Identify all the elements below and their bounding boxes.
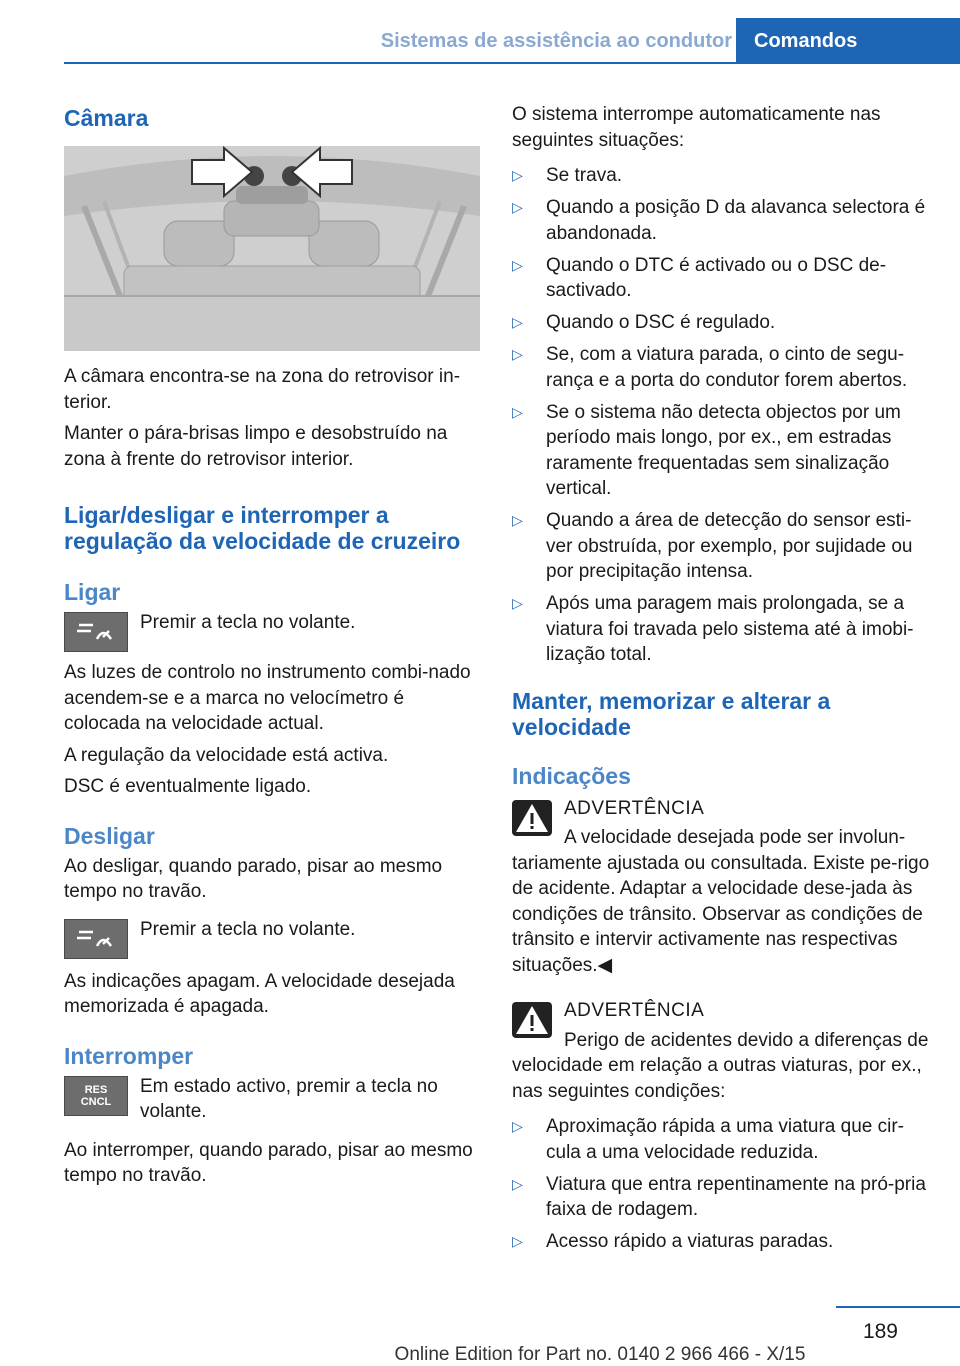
list-item: ▷ Acesso rápido a viaturas paradas. [512,1229,932,1255]
header-tab: Comandos [736,18,960,62]
edition-text: Online Edition for Part no. 0140 2 966 466 - X/15 [394,1344,806,1365]
on-key-row [64,610,480,656]
conditions-list [512,1114,932,1255]
speed-heading: Manter, memorizar e alterar a velocidade [512,687,831,740]
triangle-bullet-icon: ▷ [512,512,523,528]
list-item: ▷ Quando o DTC é activado ou o DSC de‐sactivado. [512,254,887,301]
off-key-row [64,917,480,963]
auto-interrupt-intro: O sistema interrompe automaticamente nas seguintes situações: [512,104,881,151]
onoff-heading: Ligar/desligar e interromper a regulação da velocidade de cruzeiro [64,502,461,554]
list-item: ▷ Se o sistema não detecta objectos por um período mais longo, por ex., em estradas raramente frequentadas sem sinalização vertical. [512,401,901,499]
off-brake-text: Ao desligar, quando parado, pisar ao mesmo tempo no travão. [64,855,443,902]
camera-clean-text: Manter o pára-brisas limpo e desobstruído na zona à frente do retrovisor interior. [64,423,448,470]
triangle-bullet-icon: ▷ [512,403,523,420]
on-lights-text: As luzes de controlo no instrumento combi‐nado acendem-se e a marca no velocímetro é colocada na velocidade actual. [64,662,471,734]
camera-location-text: A câmara encontra-se na zona do retrovisor in‐terior. [64,366,461,413]
page-header [0,0,960,64]
warning-icon [512,1002,552,1038]
triangle-bullet-icon: ▷ [512,595,523,611]
list-item: ▷ Se, com a viatura parada, o cinto de segu‐rança e a porta do condutor forem abertos. [512,344,908,391]
list-item: ▷ Se trava. [512,163,932,189]
pause-key-row [64,1074,480,1130]
on-dsc-text: DSC é eventualmente ligado. [64,776,312,797]
footer-rule [836,1306,960,1308]
on-heading: Ligar [64,579,121,605]
left-column [64,100,480,1189]
list-item: ▷ Aproximação rápida a uma viatura que cir‐cula a uma velocidade reduzida. [512,1116,905,1163]
warning-text: Perigo de acidentes devido a diferenças de velocidade em relação a outras viaturas, por ex., nas seguintes condições: [512,1029,929,1102]
cruise-control-key-icon [64,919,128,959]
notes-heading: Indicações [512,762,631,789]
pause-key-text: Em estado activo, premir a tecla no volante. [140,1075,438,1122]
camera-photo [64,146,480,351]
page-number: 189 [862,1320,898,1343]
header-section-title: Sistemas de assistência ao condutor [380,30,732,52]
triangle-bullet-icon: ▷ [512,256,523,273]
situations-list [512,163,932,668]
list-item: ▷ Após uma paragem mais prolongada, se a viatura foi travada pelo sistema até à imobi‐lização total. [512,593,914,665]
pause-heading: Interromper [64,1042,194,1069]
pause-brake-text: Ao interromper, quando parado, pisar ao mesmo tempo no travão. [64,1139,473,1186]
triangle-bullet-icon: ▷ [512,1233,523,1249]
warning-block [512,998,932,1104]
list-item: ▷ Quando o DSC é regulado. [512,310,932,336]
on-key-text: Premir a tecla no volante. [140,612,356,633]
triangle-bullet-icon: ▷ [512,314,523,330]
warning-block [512,796,932,979]
list-item: ▷ Quando a posição D da alavanca selectora é abandonada. [512,197,926,244]
camera-heading: Câmara [64,105,149,131]
warning-text: A velocidade desejada pode ser involun‐tariamente ajustada ou consultada. Existe pe‐rigo de acidente. Adaptar a velocidade dese‐jada às condições de trânsito. Observar as condições de trânsito e intervir activamente nas respectivas situações.◀ [512,827,930,976]
car-interior-illustration [64,146,480,351]
warning-title: ADVERTÊNCIA [564,797,705,819]
warning-title: ADVERTÊNCIA [564,1000,705,1021]
cruise-control-key-icon [64,612,128,652]
triangle-bullet-icon: ▷ [512,1118,523,1134]
list-item: ▷ Quando a área de detecção do sensor esti‐ver obstruída, por exemplo, por sujidade ou por precipitação intensa. [512,510,913,582]
off-heading: Desligar [64,822,155,849]
off-key-text: Premir a tecla no volante. [140,918,356,940]
list-item: ▷ Viatura que entra repentinamente na pró‐pria faixa de rodagem. [512,1173,926,1220]
res-cncl-key-icon [64,1076,128,1116]
right-column [512,100,932,1261]
warning-icon [512,800,552,836]
off-result-text: As indicações apagam. A velocidade desejada memorizada é apagada. [64,970,455,1017]
triangle-bullet-icon: ▷ [512,167,523,183]
triangle-bullet-icon: ▷ [512,199,523,215]
triangle-bullet-icon: ▷ [512,1175,523,1192]
on-active-text: A regulação da velocidade está activa. [64,744,389,766]
cncl-label: CNCL [80,1095,112,1108]
res-label: RES [84,1083,108,1096]
header-rule [64,62,960,64]
triangle-bullet-icon: ▷ [512,346,523,362]
